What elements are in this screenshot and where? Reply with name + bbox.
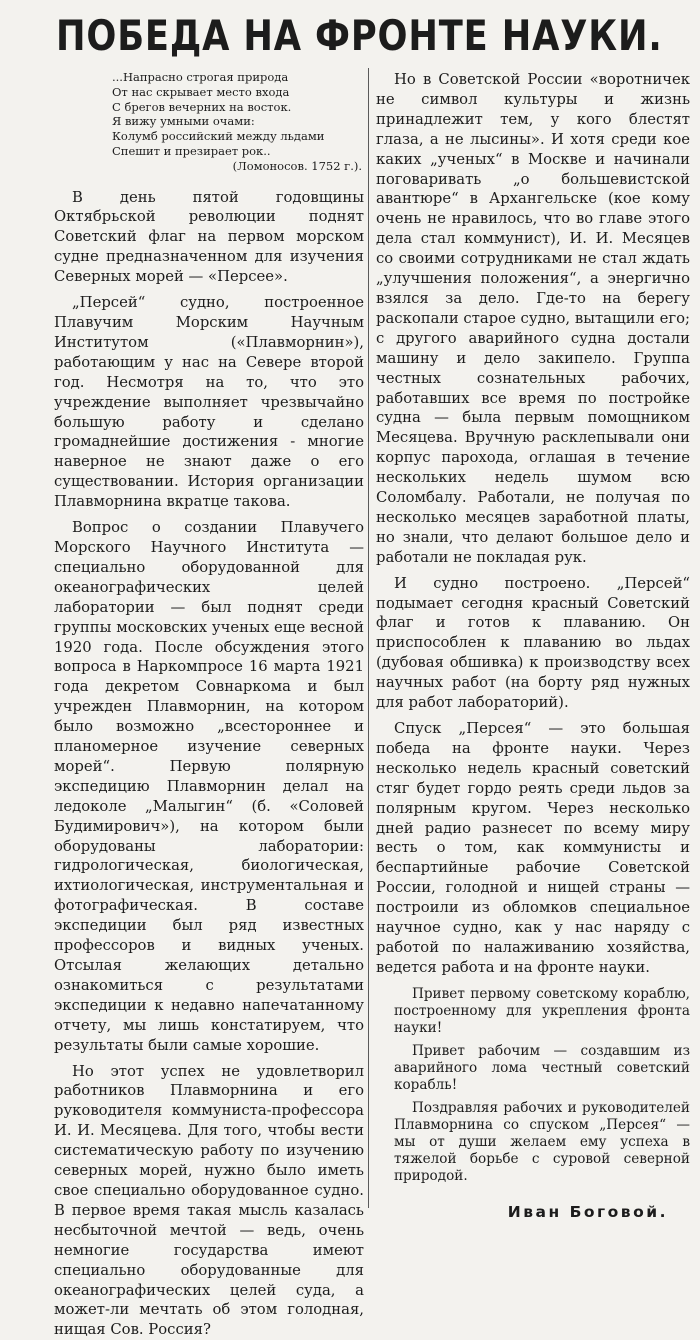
epigraph-line: С брегов вечерних на восток. <box>112 99 292 114</box>
epigraph-line: Спешит и презирает рок.. <box>112 143 271 158</box>
epigraph-line: Я вижу умными очами: <box>112 114 255 129</box>
epigraph-line: Колумб российский между льдами <box>112 129 325 144</box>
column-divider <box>368 68 369 1208</box>
article-paragraph: Вопрос о создании Плавучего Морского Научного Института — специально оборудованной для океанографических целей лаборатории — был поднят среди группы московских ученых еще весной 1920 года. После обсуждения этого вопроса в Наркомпросе 16 марта 1921 года декретом Совнаркома и был учрежден Плавморнин, на котором было возможно „всестороннее и планомерное изучение северных морей“. Первую полярную экспедицию Плавморнин делал на ледоколе „Малыгин“ (б. «Соловей Будимирович»), на котором были оборудованы лаборатории: гидрологическая, биологическая, ихтиологическая, инструментальная и фотографическая. В составе экспедиции был ряд известных профессоров и видных ученых. Отсылая желающих детально ознакомиться с результатами экспедиции к недавно напечатанному отчету, мы лишь констатируем, что результаты были самые хорошие. <box>54 519 364 1054</box>
author-signature: Иван Боговой. <box>507 1202 668 1221</box>
greeting-paragraph: Привет рабочим — создавшим из аварийного лома честный советский корабль! <box>394 1042 690 1093</box>
right-column <box>376 70 690 1221</box>
article-paragraph: Спуск „Персея“ — это большая победа на фронте науки. Через несколько недель красный советский стяг будет гордо реять среди льдов за полярным кругом. Через несколько дней радио разнесет по всему миру весть о том, как коммунисты и беспартийные рабочие Советской России, голодной и нищей страны — построили из обломков специальное научное судно, как у нас наряду с работой по налаживанию хозяйства, ведется работа и на фронте науки. <box>376 720 690 976</box>
headline: ПОБЕДА НА ФРОНТЕ НАУКИ. <box>56 11 663 60</box>
epigraph <box>112 70 364 174</box>
greeting-paragraph: Привет первому советскому кораблю, построенному для укрепления фронта науки! <box>394 985 690 1036</box>
article-paragraph: Но в Советской России «воротничек не символ культуры и жизнь принадлежит тем, у кого блестят глаза, а не лысины». И хотя среди кое каких „ученых“ в Москве и начинали поговаривать „о большевистской авантюре“ в Архангельске (кое кому очень не нравилось, что во главе этого дела стал коммунист), И. И. Месяцев со своими сотрудниками не стал ждать „улучшения положения“, а энергично взялся за дело. Где-то на берегу раскопали старое судно, вытащили его; с другого аварийного судна достали машину и дело закипело. Группа честных сознательных рабочих, работавших все время по постройке судна — была первым помощником Месяцева. Вручную расклепывали они корпус парохода, оглашая в течение нескольких недель шумом всю Соломбалу. Работали, не получая по несколько месяцев заработной платы, но знали, что делают большое дело и работали не покладая рук. <box>376 71 690 566</box>
article-paragraph: „Персей“ судно, построенное Плавучим Морским Научным Институтом («Плавморнин»), работающим у нас на Севере второй год. Несмотря на то, что это учреждение выполняет чрезвычайно большую работу и сделано громаднейшие достижения - многие наверное не знают даже о его существовании. История организации Плавморнина вкратце такова. <box>54 294 364 511</box>
article-paragraph: В день пятой годовщины Октябрьской революции поднят Советский флаг на первом морском судне предназначенном для изучения Северных морей — «Персее». <box>54 188 364 286</box>
epigraph-line: От нас скрывает место входа <box>112 84 290 99</box>
article-paragraph: И судно построено. „Персей“ подымает сегодня красный Советский флаг и готов к плаванию. Он приспособлен к плаванию во льдах (дубовая обшивка) к производству всех научных работ (на борту ряд нужных для работ лабораторий). <box>376 574 690 712</box>
epigraph-line: ...Напрасно строгая природа <box>112 70 289 84</box>
greeting-paragraph: Поздравляя рабочих и руководителей Плавморнина со спуском „Персея“ — мы от души желаем ему успеха в тяжелой борьбе с суровой северной природой. <box>394 1099 690 1184</box>
left-column <box>54 70 364 1339</box>
greetings <box>394 986 690 1185</box>
epigraph-source: (Ломоносов. 1752 г.). <box>232 158 362 173</box>
article-paragraph: Но этот успех не удовлетворил работников Плавморнина и его руководителя коммуниста-профессора И. И. Месяцева. Для того, чтобы вести систематическую работу по изучению северных морей, нужно было иметь свое специально оборудованное судно. В первое время такая мысль казалась несбыточной мечтой — ведь, очень немногие государства имеют специально оборудованные для океанографических целей суда, а может-ли мечтать об этом голодная, нищая Сов. Россия? <box>54 1062 364 1339</box>
